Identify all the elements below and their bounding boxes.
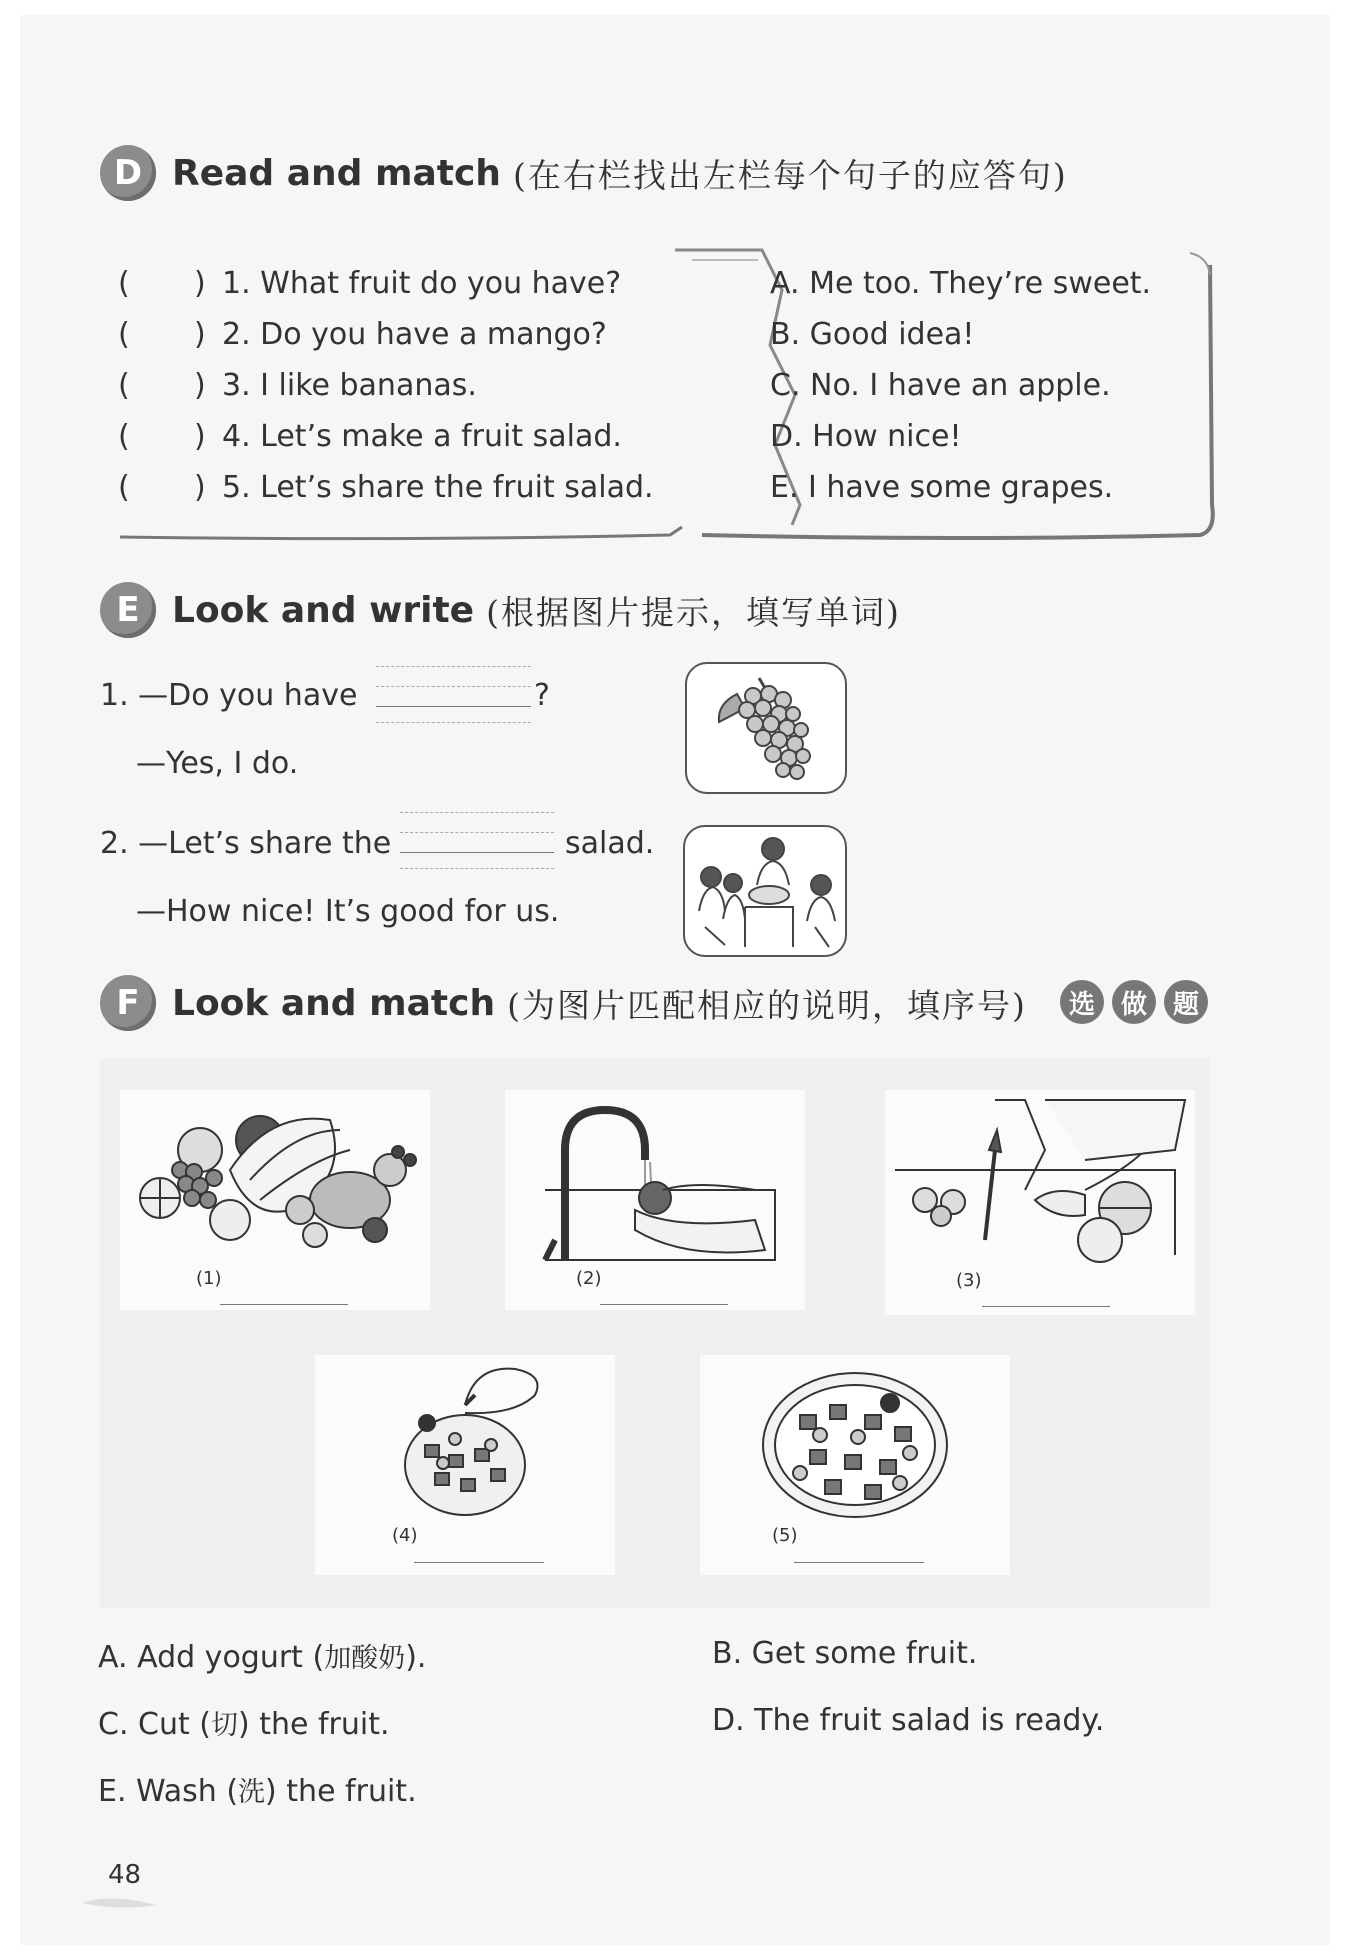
- image-blank-1[interactable]: [220, 1304, 348, 1305]
- e-question-2: 2. —Let’s share the: [100, 826, 392, 861]
- image-cutting: [885, 1090, 1195, 1315]
- image-label-5: (5): [772, 1525, 798, 1546]
- fruit-pile-icon: [120, 1090, 430, 1260]
- image-salad-ready: [700, 1355, 1010, 1575]
- option-text: D. The fruit salad is ready.: [712, 1703, 1105, 1738]
- section-e-header: [100, 582, 901, 638]
- answer-c: C. No. I have an apple.: [770, 368, 1111, 403]
- yogurt-bowl-icon: [315, 1355, 615, 1525]
- option-text: E. Wash (: [98, 1774, 239, 1809]
- optional-tag-3: 题: [1164, 980, 1208, 1024]
- answer-blank-2[interactable]: [400, 852, 554, 853]
- open-paren: (: [118, 368, 130, 403]
- section-e-badge: E: [100, 582, 156, 638]
- people-sharing-icon: [685, 827, 845, 955]
- close-paren: ): [194, 368, 206, 403]
- page-swoosh-decoration: [80, 1893, 160, 1913]
- close-paren: ): [194, 317, 206, 352]
- close-paren: ): [194, 470, 206, 505]
- option-b: [712, 1636, 977, 1671]
- e-question-2-suffix: salad.: [565, 826, 655, 861]
- section-e-title: Look and write: [172, 589, 475, 631]
- image-label-4: (4): [392, 1525, 418, 1546]
- option-a: [98, 1636, 426, 1675]
- section-f-header: [100, 975, 1027, 1031]
- image-blank-2[interactable]: [600, 1304, 728, 1305]
- section-e-note: (根据图片提示，填写单词): [486, 592, 901, 632]
- image-label-3: (3): [956, 1270, 982, 1291]
- image-blank-3[interactable]: [982, 1306, 1110, 1307]
- close-paren: ): [194, 419, 206, 454]
- option-chinese: 切: [210, 1710, 238, 1741]
- image-fruit-pile: [120, 1090, 430, 1310]
- section-d-badge: D: [100, 145, 156, 201]
- question-text: 2. Do you have a mango?: [222, 317, 607, 352]
- option-text: ) the fruit.: [237, 1707, 390, 1742]
- fruit-salad-bowl-icon: [700, 1355, 1010, 1525]
- answer-e: E. I have some grapes.: [770, 470, 1114, 505]
- open-paren: (: [118, 470, 130, 505]
- washing-fruit-icon: [505, 1090, 805, 1270]
- section-d-note: (在右栏找出左栏每个句子的应答句): [512, 155, 1068, 195]
- section-f-badge: F: [100, 975, 156, 1031]
- option-chinese: 洗: [238, 1777, 266, 1808]
- question-text: 3. I like bananas.: [222, 368, 477, 403]
- grapes-icon: [687, 664, 845, 792]
- image-blank-5[interactable]: [794, 1562, 924, 1563]
- sharing-salad-picture: [683, 825, 847, 957]
- open-paren: (: [118, 317, 130, 352]
- image-washing: [505, 1090, 805, 1310]
- image-label-2: (2): [576, 1268, 602, 1289]
- option-chinese: 加酸奶: [324, 1643, 406, 1674]
- option-text: ).: [405, 1640, 427, 1675]
- writing-guide-line: [376, 722, 531, 723]
- section-d-header: [100, 145, 1068, 201]
- section-f-note: (为图片匹配相应的说明，填序号): [507, 985, 1027, 1025]
- option-e: [98, 1770, 417, 1809]
- option-d: [712, 1703, 1104, 1738]
- image-yogurt: [315, 1355, 615, 1575]
- question-text: 1. What fruit do you have?: [222, 266, 622, 301]
- e-question-1-mark: ?: [534, 678, 550, 713]
- question-text: 4. Let’s make a fruit salad.: [222, 419, 622, 454]
- cutting-fruit-icon: [885, 1090, 1195, 1270]
- question-text: 5. Let’s share the fruit salad.: [222, 470, 654, 505]
- image-label-1: (1): [196, 1268, 222, 1289]
- page-number: 48: [108, 1860, 142, 1890]
- e-answer-2: —How nice! It’s good for us.: [136, 894, 560, 929]
- option-text: B. Get some fruit.: [712, 1636, 978, 1671]
- writing-guide-line: [400, 832, 554, 833]
- option-text: ) the fruit.: [265, 1774, 417, 1809]
- section-d-title: Read and match: [172, 152, 501, 194]
- e-answer-1: —Yes, I do.: [136, 746, 299, 781]
- answer-d: D. How nice!: [770, 419, 962, 454]
- option-text: A. Add yogurt (: [98, 1640, 325, 1675]
- writing-guide-line: [376, 686, 531, 687]
- writing-guide-line: [376, 666, 531, 667]
- image-blank-4[interactable]: [414, 1562, 544, 1563]
- close-paren: ): [194, 266, 206, 301]
- answer-b: B. Good idea!: [770, 317, 975, 352]
- optional-tag-2: 做: [1112, 980, 1156, 1024]
- option-text: C. Cut (: [98, 1707, 211, 1742]
- optional-tag-1: 选: [1060, 980, 1104, 1024]
- writing-guide-line: [400, 868, 554, 869]
- open-paren: (: [118, 266, 130, 301]
- e-question-1: 1. —Do you have: [100, 678, 358, 713]
- writing-guide-line: [400, 812, 554, 813]
- answer-a: A. Me too. They’re sweet.: [770, 266, 1152, 301]
- section-f-title: Look and match: [172, 982, 496, 1024]
- grapes-picture: [685, 662, 847, 794]
- open-paren: (: [118, 419, 130, 454]
- answer-blank-1[interactable]: [376, 706, 531, 707]
- option-c: [98, 1703, 390, 1742]
